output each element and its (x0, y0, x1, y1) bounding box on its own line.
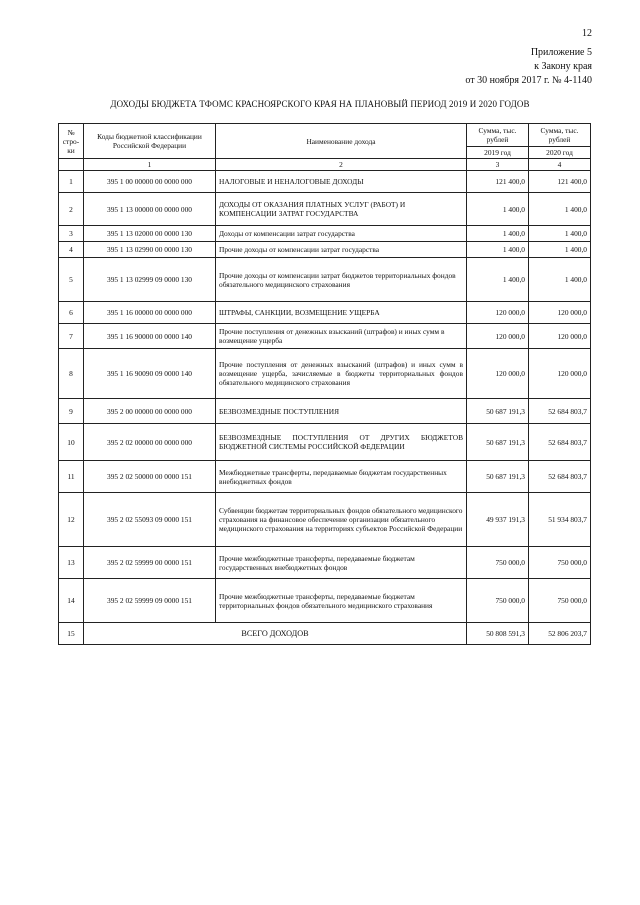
colnum-4: 4 (529, 159, 591, 171)
row-number: 9 (59, 399, 84, 424)
row-name: НАЛОГОВЫЕ И НЕНАЛОГОВЫЕ ДОХОДЫ (216, 171, 467, 193)
row-code: 395 1 13 02990 00 0000 130 (84, 242, 216, 258)
row-code: 395 1 13 02999 09 0000 130 (84, 258, 216, 302)
colnum-2: 2 (216, 159, 467, 171)
row-sum-2019: 1 400,0 (467, 258, 529, 302)
total-sum-2020: 52 806 203,7 (529, 623, 591, 645)
table-row (59, 461, 591, 493)
table-row (59, 226, 591, 242)
header-num: № стро-ки (59, 124, 84, 159)
row-number: 11 (59, 461, 84, 493)
table-row (59, 579, 591, 623)
document-title: ДОХОДЫ БЮДЖЕТА ТФОМС КРАСНОЯРСКОГО КРАЯ НА ПЛАНОВЫЙ ПЕРИОД 2019 И 2020 ГОДОВ (110, 99, 530, 109)
table-row (59, 493, 591, 547)
row-name: Прочие доходы от компенсации затрат бюджетов территориальных фондов обязательного медицинского страхования (216, 258, 467, 302)
row-number: 5 (59, 258, 84, 302)
row-sum-2020: 1 400,0 (529, 193, 591, 226)
row-sum-2020: 51 934 803,7 (529, 493, 591, 547)
row-name: ДОХОДЫ ОТ ОКАЗАНИЯ ПЛАТНЫХ УСЛУГ (РАБОТ) И КОМПЕНСАЦИИ ЗАТРАТ ГОСУДАРСТВА (216, 193, 467, 226)
row-sum-2020: 120 000,0 (529, 349, 591, 399)
appendix-line-2: к Закону края (534, 61, 592, 72)
row-number: 13 (59, 547, 84, 579)
row-name: Доходы от компенсации затрат государства (216, 226, 467, 242)
table-row (59, 171, 591, 193)
table-colnum-row (59, 159, 591, 171)
row-number: 1 (59, 171, 84, 193)
row-name: Прочие поступления от денежных взысканий (штрафов) и иных сумм в возмещение ущерба (216, 324, 467, 349)
header-sum-2019: Сумма, тыс. рублей (467, 124, 529, 147)
row-sum-2019: 49 937 191,3 (467, 493, 529, 547)
row-name: ШТРАФЫ, САНКЦИИ, ВОЗМЕЩЕНИЕ УЩЕРБА (216, 302, 467, 324)
row-sum-2019: 120 000,0 (467, 302, 529, 324)
colnum-1-code: 1 (84, 159, 216, 171)
row-code: 395 1 13 00000 00 0000 000 (84, 193, 216, 226)
row-sum-2019: 1 400,0 (467, 193, 529, 226)
row-sum-2019: 1 400,0 (467, 226, 529, 242)
row-number: 2 (59, 193, 84, 226)
row-sum-2019: 121 400,0 (467, 171, 529, 193)
appendix-line-1: Приложение 5 (530, 47, 592, 58)
page-number: 12 (582, 28, 592, 39)
table-row (59, 193, 591, 226)
row-number: 10 (59, 424, 84, 461)
row-sum-2019: 120 000,0 (467, 324, 529, 349)
row-number: 3 (59, 226, 84, 242)
row-sum-2020: 121 400,0 (529, 171, 591, 193)
row-sum-2020: 52 684 803,7 (529, 399, 591, 424)
colnum-1 (59, 159, 84, 171)
row-name: Прочие поступления от денежных взысканий (штрафов) и иных сумм в возмещение ущерба, зачисляемые в бюджеты территориальных фондов обязательного медицинского страхования (216, 349, 467, 399)
table-row (59, 424, 591, 461)
row-sum-2020: 750 000,0 (529, 547, 591, 579)
row-sum-2019: 1 400,0 (467, 242, 529, 258)
header-code: Коды бюджетной классификации Российской Федерации (84, 124, 216, 159)
table-header-row (59, 124, 591, 147)
row-number: 14 (59, 579, 84, 623)
table-row (59, 547, 591, 579)
row-sum-2020: 120 000,0 (529, 324, 591, 349)
row-name: Прочие межбюджетные трансферты, передаваемые бюджетам территориальных фондов обязательного медицинского страхования (216, 579, 467, 623)
row-sum-2020: 1 400,0 (529, 226, 591, 242)
row-sum-2019: 120 000,0 (467, 349, 529, 399)
table-row (59, 242, 591, 258)
row-name: Субвенции бюджетам территориальных фондов обязательного медицинского страхования на финансовое обеспечение организации обязательного медицинского страхования на территориях субъектов Российской Федерации (216, 493, 467, 547)
row-code: 395 2 02 50000 00 0000 151 (84, 461, 216, 493)
row-name: БЕЗВОЗМЕЗДНЫЕ ПОСТУПЛЕНИЯ (216, 399, 467, 424)
row-code: 395 1 16 90090 09 0000 140 (84, 349, 216, 399)
row-name: БЕЗВОЗМЕЗДНЫЕ ПОСТУПЛЕНИЯ ОТ ДРУГИХ БЮДЖЕТОВ БЮДЖЕТНОЙ СИСТЕМЫ РОССИЙСКОЙ ФЕДЕРАЦИИ (216, 424, 467, 461)
row-code: 395 1 16 90000 00 0000 140 (84, 324, 216, 349)
table-row (59, 399, 591, 424)
row-sum-2020: 750 000,0 (529, 579, 591, 623)
row-number: 6 (59, 302, 84, 324)
colnum-3: 3 (467, 159, 529, 171)
row-name: Прочие доходы от компенсации затрат государства (216, 242, 467, 258)
row-code: 395 1 16 00000 00 0000 000 (84, 302, 216, 324)
row-code: 395 2 02 59999 09 0000 151 (84, 579, 216, 623)
header-sum-2020: Сумма, тыс. рублей (529, 124, 591, 147)
row-number: 4 (59, 242, 84, 258)
header-year-2020: 2020 год (529, 147, 591, 159)
row-sum-2020: 52 684 803,7 (529, 461, 591, 493)
row-number: 12 (59, 493, 84, 547)
table-row (59, 258, 591, 302)
appendix-reference (465, 46, 592, 88)
row-code: 395 1 00 00000 00 0000 000 (84, 171, 216, 193)
header-name: Наименование дохода (216, 124, 467, 159)
row-number: 7 (59, 324, 84, 349)
total-sum-2019: 50 808 591,3 (467, 623, 529, 645)
row-code: 395 2 02 55093 09 0000 151 (84, 493, 216, 547)
row-name: Прочие межбюджетные трансферты, передаваемые бюджетам государственных внебюджетных фондов (216, 547, 467, 579)
row-sum-2020: 1 400,0 (529, 242, 591, 258)
row-code: 395 2 02 59999 00 0000 151 (84, 547, 216, 579)
row-sum-2019: 750 000,0 (467, 547, 529, 579)
row-code: 395 2 00 00000 00 0000 000 (84, 399, 216, 424)
row-sum-2020: 52 684 803,7 (529, 424, 591, 461)
row-sum-2019: 750 000,0 (467, 579, 529, 623)
appendix-line-3: от 30 ноября 2017 г. № 4-1140 (465, 75, 592, 86)
total-row-number: 15 (59, 623, 84, 645)
row-sum-2019: 50 687 191,3 (467, 399, 529, 424)
header-year-2019: 2019 год (467, 147, 529, 159)
row-code: 395 1 13 02000 00 0000 130 (84, 226, 216, 242)
row-sum-2019: 50 687 191,3 (467, 461, 529, 493)
table-row (59, 349, 591, 399)
row-sum-2020: 1 400,0 (529, 258, 591, 302)
row-sum-2019: 50 687 191,3 (467, 424, 529, 461)
table-row (59, 302, 591, 324)
row-name: Межбюджетные трансферты, передаваемые бюджетам государственных внебюджетных фондов (216, 461, 467, 493)
row-number: 8 (59, 349, 84, 399)
table-total-row (59, 623, 591, 645)
budget-table (58, 123, 591, 645)
total-label: ВСЕГО ДОХОДОВ (84, 623, 467, 645)
table-row (59, 324, 591, 349)
row-sum-2020: 120 000,0 (529, 302, 591, 324)
row-code: 395 2 02 00000 00 0000 000 (84, 424, 216, 461)
